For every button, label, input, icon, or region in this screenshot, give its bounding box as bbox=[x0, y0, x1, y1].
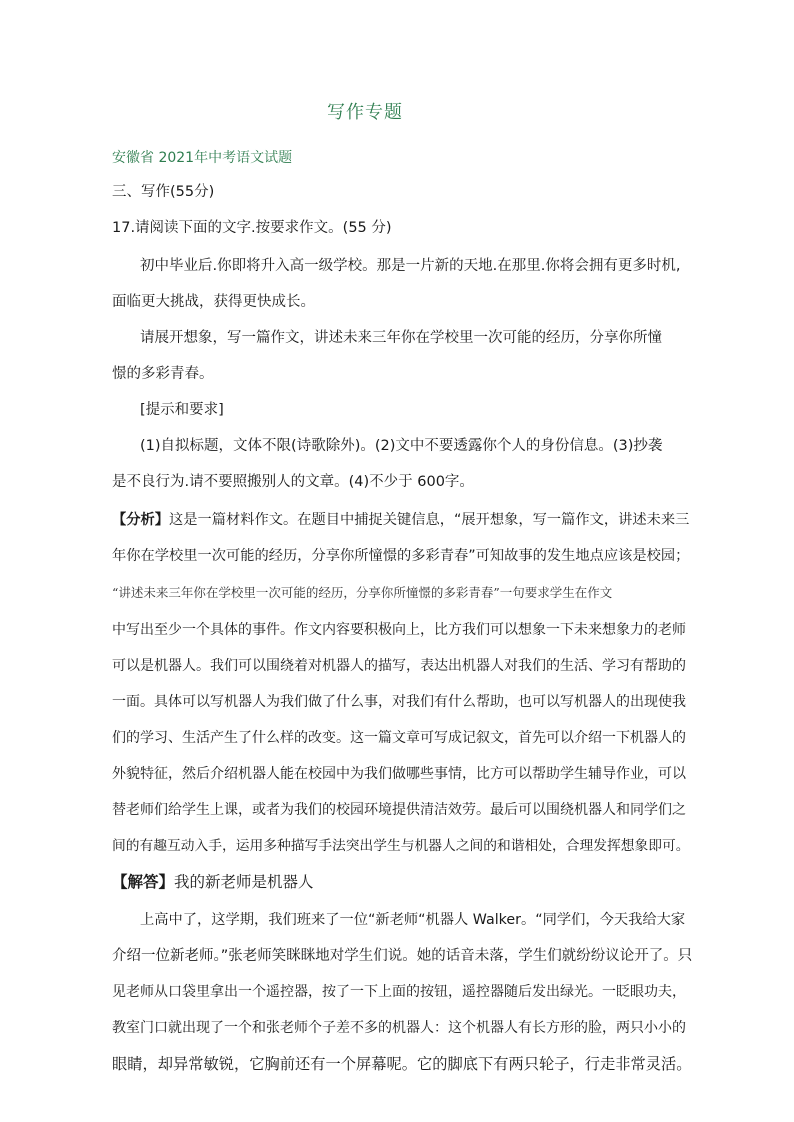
essay-line: 见老师从口袋里拿出一个遥控器，按了一下上面的按钮，遥控器随后发出绿光。一眨眼功夫， bbox=[112, 984, 686, 1000]
analysis-tag: 【分析】 bbox=[112, 512, 170, 528]
essay-line: 眼睛，却异常敏锐，它胸前还有一个屏幕呢。它的脚底下有两只轮子，行走非常灵活。 bbox=[112, 1055, 692, 1073]
analysis-line: 年你在学校里一次可能的经历，分享你所憧憬的多彩青春”可知故事的发生地点应该是校园； bbox=[112, 548, 690, 564]
analysis-paragraph-first bbox=[112, 510, 689, 530]
answer-tag: 【解答】 bbox=[112, 873, 175, 891]
prompt-line: 初中毕业后.你即将升入高一级学校。那是一片新的天地.在那里.你将会拥有更多时机, bbox=[140, 258, 681, 274]
analysis-line: 这是一篇材料作文。在题目中捕捉关键信息，“展开想象，写一篇作文，讲述未来三 bbox=[169, 512, 690, 528]
answer-heading-row bbox=[112, 872, 314, 892]
essay-line: 上高中了，这学期，我们班来了一位“新老师“机器人 Walker。“同学们，今天我给大家 bbox=[140, 912, 686, 928]
analysis-line: 外貌特征，然后介绍机器人能在校园中为我们做哪些事情，比方可以帮助学生辅导作业，可以 bbox=[112, 766, 686, 782]
essay-line: 教室门口就出现了一个和张老师个子差不多的机器人：这个机器人有长方形的脸，两只小小的 bbox=[112, 1020, 686, 1036]
prompt-line: 面临更大挑战，获得更快成长。 bbox=[112, 294, 315, 310]
prompt-line: 是不良行为.请不要照搬别人的文章。(4)不少于 600字。 bbox=[112, 474, 474, 490]
document-title: 写作专题 bbox=[327, 102, 403, 123]
analysis-line: 中写出至少一个具体的事件。作文内容要积极向上，比方我们可以想象一下未来想象力的老师 bbox=[112, 622, 686, 638]
analysis-line: 可以是机器人。我们可以围绕着对机器人的描写，表达出机器人对我们的生活、学习有帮助的 bbox=[112, 658, 686, 674]
prompt-line: (1)自拟标题，文体不限(诗歌除外)。(2)文中不要透露你个人的身份信息。(3)抄袭 bbox=[140, 438, 663, 454]
prompt-line: 憬的多彩青春。 bbox=[112, 366, 214, 382]
essay-line: 介绍一位新老师。”张老师笑眯眯地对学生们说。她的话音未落，学生们就纷纷议论开了。只 bbox=[112, 948, 693, 964]
essay-title: 我的新老师是机器人 bbox=[174, 873, 314, 891]
question-text: 17.请阅读下面的文字.按要求作文。(55 分) bbox=[112, 220, 392, 236]
analysis-line: 一面。具体可以写机器人为我们做了什么事，对我们有什么帮助，也可以写机器人的出现使我 bbox=[112, 694, 686, 710]
section-heading: 三、写作(55分) bbox=[112, 184, 215, 200]
analysis-line: 替老师们给学生上课，或者为我们的校园环境提供清洁效劳。最后可以围绕机器人和同学们之 bbox=[112, 802, 686, 818]
prompt-line: [提示和要求] bbox=[140, 402, 224, 418]
analysis-line: 间的有趣互动入手，运用多种描写手法突出学生与机器人之间的和谐相处，合理发挥想象即可。 bbox=[112, 838, 690, 854]
analysis-line: “讲述未来三年你在学校里一次可能的经历，分享你所憧憬的多彩青春”一句要求学生在作文 bbox=[112, 585, 613, 600]
exam-source: 安徽省 2021年中考语文试题 bbox=[112, 150, 293, 166]
prompt-line: 请展开想象，写一篇作文，讲述未来三年你在学校里一次可能的经历，分享你所憧 bbox=[140, 330, 662, 346]
analysis-line: 们的学习、生活产生了什么样的改变。这一篇文章可写成记叙文，首先可以介绍一下机器人的 bbox=[112, 730, 686, 746]
